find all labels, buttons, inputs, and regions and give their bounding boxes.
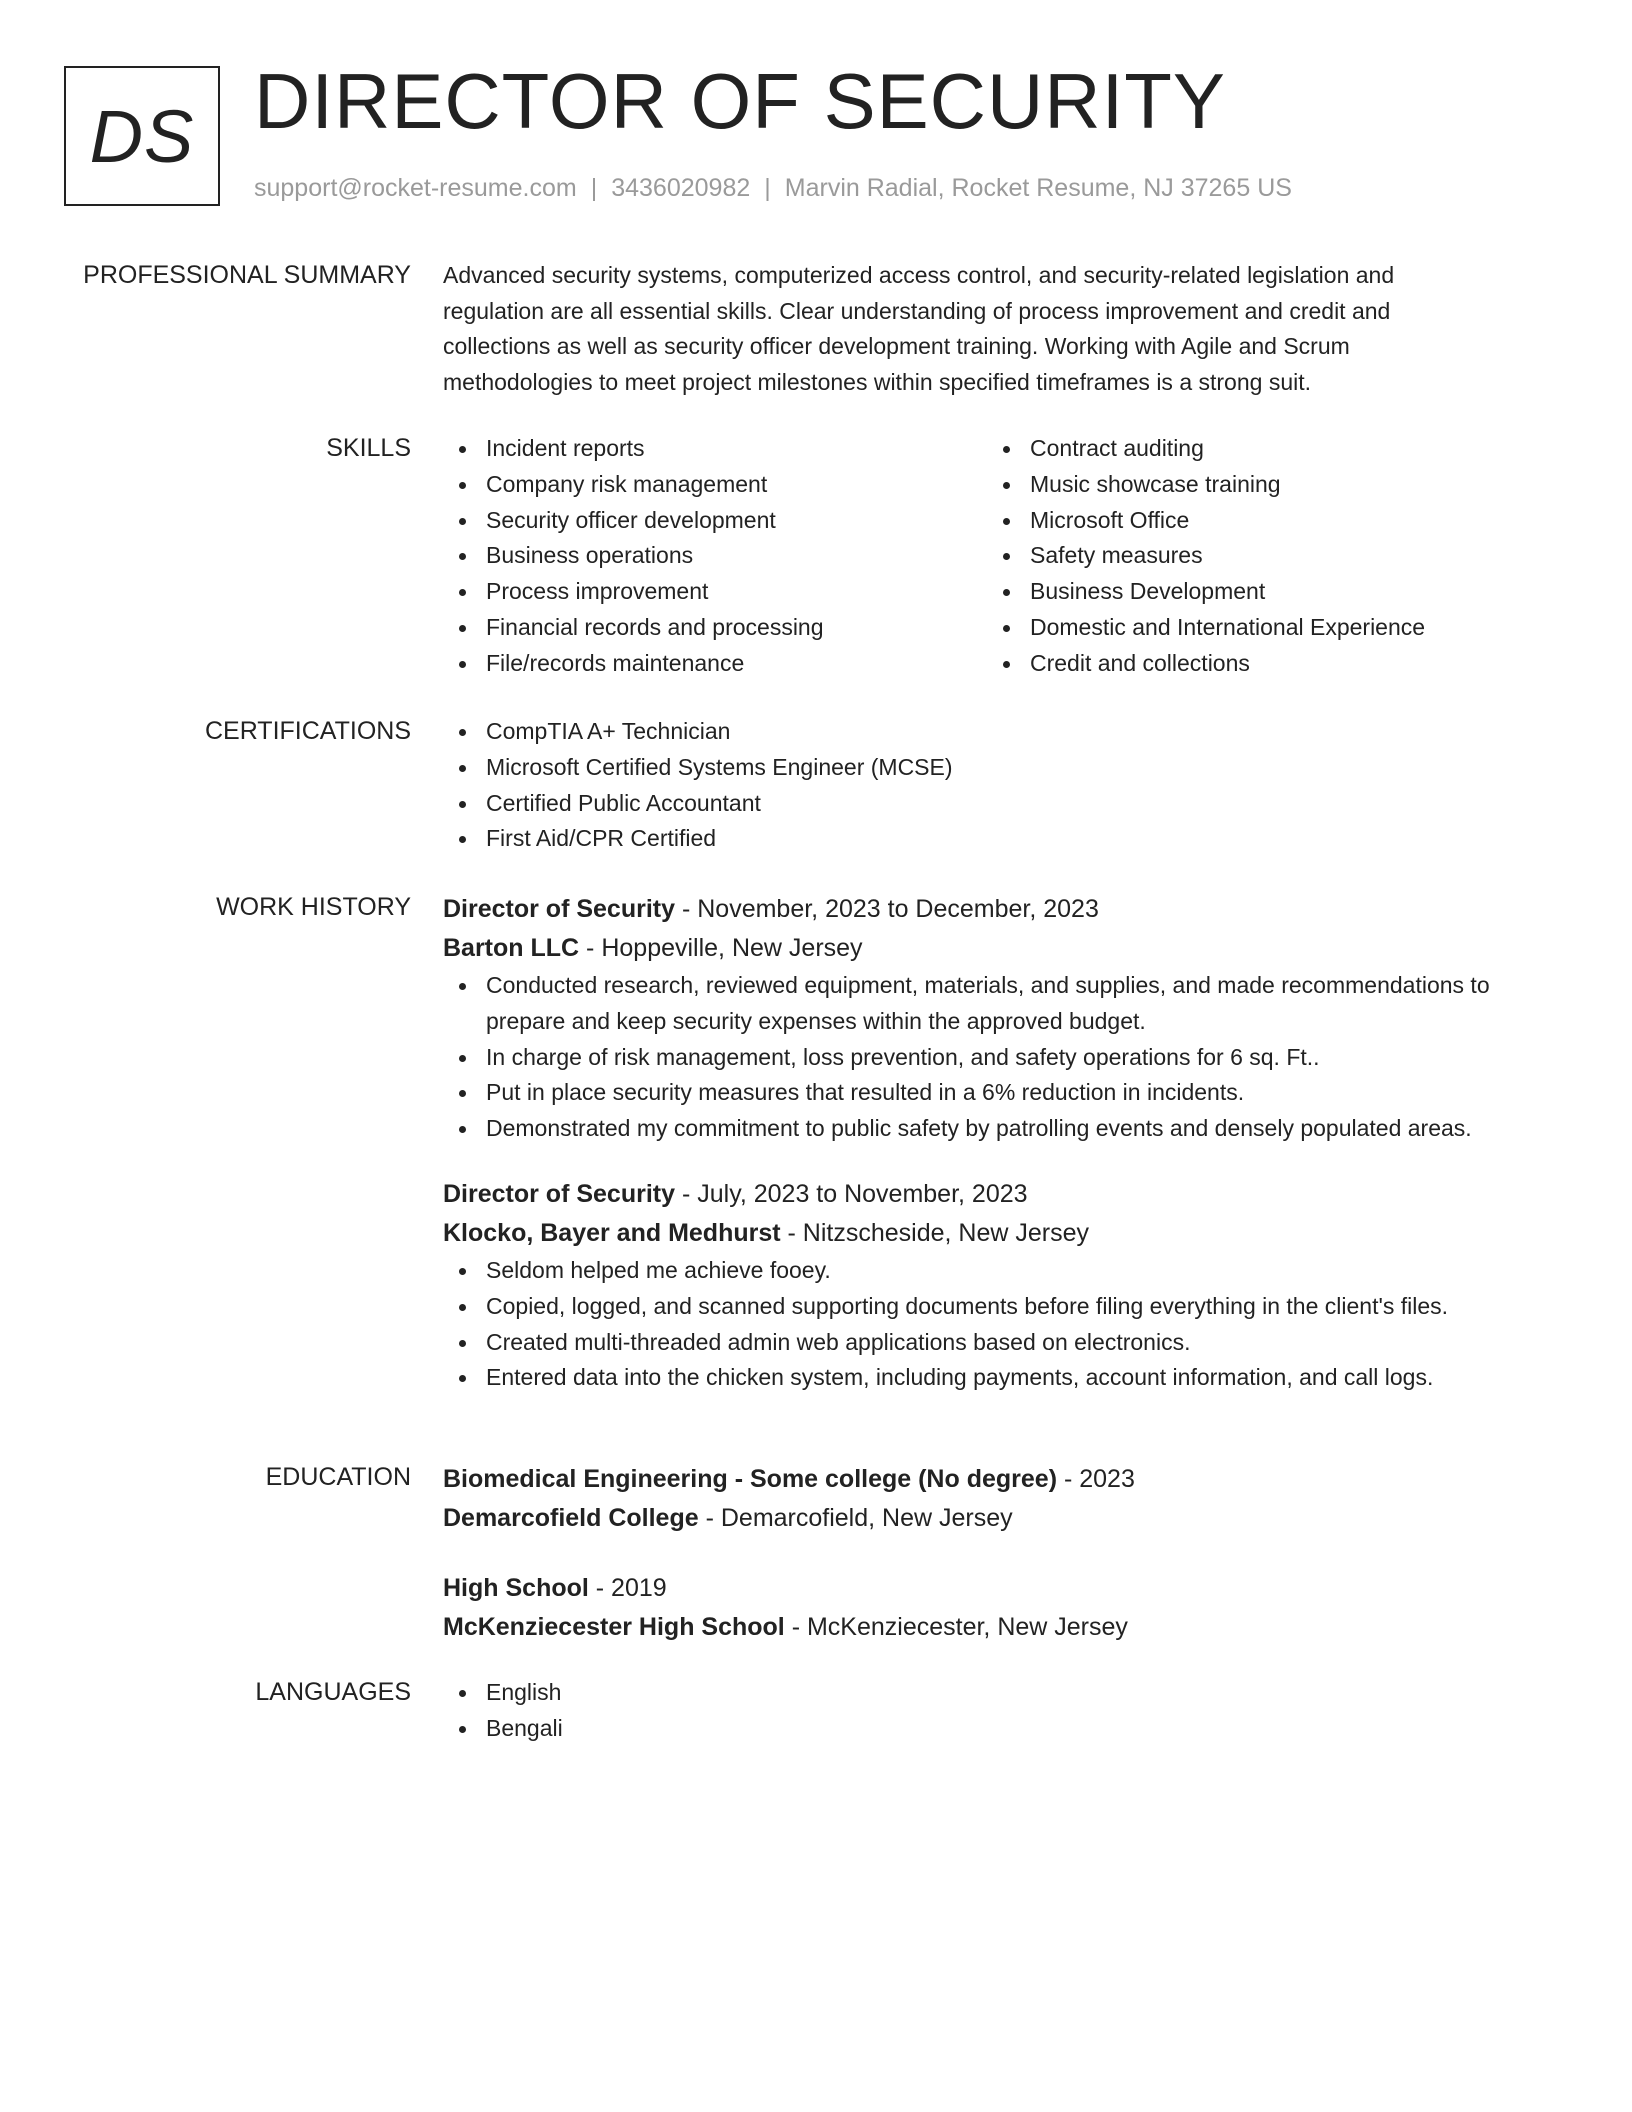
work-history-body <box>443 890 1563 1396</box>
certification-item: Microsoft Certified Systems Engineer (MCSE) <box>443 750 1563 786</box>
skill-item: Microsoft Office <box>987 503 1527 539</box>
language-item: English <box>443 1675 1563 1711</box>
skill-item: Process improvement <box>443 574 983 610</box>
certifications-body <box>443 714 1563 857</box>
skill-item: Music showcase training <box>987 467 1527 503</box>
section-title-languages: LANGUAGES <box>255 1678 411 1706</box>
job-bullet: Put in place security measures that resulted in a 6% reduction in incidents. <box>443 1075 1566 1111</box>
section-title-summary: PROFESSIONAL SUMMARY <box>83 261 411 289</box>
language-item: Bengali <box>443 1711 1563 1747</box>
education-year: - 2023 <box>1057 1465 1135 1493</box>
summary-line: Advanced security systems, computerized access control, and security-related legislation and <box>443 262 1395 288</box>
contact-email: support@rocket-resume.com <box>254 174 577 202</box>
skill-item: Incident reports <box>443 431 983 467</box>
job-bullet: Seldom helped me achieve fooey. <box>443 1253 1566 1289</box>
section-title-certifications: CERTIFICATIONS <box>204 717 411 745</box>
job-location: - Hoppeville, New Jersey <box>579 934 863 962</box>
skills-list-right <box>987 431 1527 682</box>
skills-body <box>443 431 1563 691</box>
education-year: - 2019 <box>588 1574 667 1602</box>
summary-text <box>443 258 1483 400</box>
job-role: Director of Security <box>443 895 676 923</box>
job-company-line <box>443 1214 1563 1253</box>
skill-item: Business operations <box>443 538 983 574</box>
certification-item: Certified Public Accountant <box>443 786 1563 822</box>
section-title-work-history: WORK HISTORY <box>216 893 411 921</box>
contact-phone: 3436020982 <box>611 174 751 202</box>
contact-address: Marvin Radial, Rocket Resume, NJ 37265 US <box>784 174 1292 202</box>
job-bullet: Created multi-threaded admin web applications based on electronics. <box>443 1325 1566 1361</box>
summary-line: collections as well as security officer development training. Working with Agile and Scrum <box>443 333 1350 359</box>
section-title-education: EDUCATION <box>265 1463 411 1491</box>
summary-line: methodologies to meet project milestones within specified timeframes is a strong suit. <box>443 368 1312 395</box>
page-title: DIRECTOR OF SECURITY <box>254 57 1226 145</box>
job-location: - Nitzscheside, New Jersey <box>780 1218 1090 1247</box>
job-entry <box>443 1175 1563 1396</box>
monogram-badge: DS <box>64 66 220 206</box>
education-degree: High School <box>443 1574 589 1602</box>
section-title-skills: SKILLS <box>326 434 411 462</box>
summary-line: regulation are all essential skills. Clear understanding of process improvement and credit and <box>443 297 1391 324</box>
education-degree-line <box>443 1569 1563 1608</box>
job-company-line <box>443 929 1563 968</box>
skill-item: File/records maintenance <box>443 646 983 682</box>
job-bullet: Conducted research, reviewed equipment, materials, and supplies, and made recommendations to prepare and keep security expenses within the approved budget. <box>443 968 1566 1040</box>
education-degree-line <box>443 1460 1563 1499</box>
skill-item: Safety measures <box>987 538 1527 574</box>
skill-item: Domestic and International Experience <box>987 610 1527 646</box>
job-bullet: Entered data into the chicken system, including payments, account information, and call logs. <box>443 1360 1566 1396</box>
education-entry <box>443 1569 1563 1647</box>
job-bullet: Demonstrated my commitment to public safety by patrolling events and densely populated areas. <box>443 1111 1566 1147</box>
education-school-line <box>443 1499 1563 1538</box>
job-bullet: Copied, logged, and scanned supporting documents before filing everything in the client's files. <box>443 1289 1566 1325</box>
job-bullet: In charge of risk management, loss prevention, and safety operations for 6 sq. Ft.. <box>443 1040 1566 1076</box>
certifications-list <box>443 714 1563 857</box>
skill-item: Security officer development <box>443 503 983 539</box>
languages-list <box>443 1675 1563 1747</box>
job-bullets <box>443 1253 1563 1396</box>
certification-item: CompTIA A+ Technician <box>443 714 1563 750</box>
education-school: Demarcofield College <box>443 1504 699 1532</box>
job-entry <box>443 890 1563 1147</box>
job-company: Klocko, Bayer and Medhurst <box>443 1218 781 1247</box>
skill-item: Business Development <box>987 574 1527 610</box>
job-dates: - November, 2023 to December, 2023 <box>675 895 1099 923</box>
education-degree: Biomedical Engineering - Some college (No degree) <box>443 1465 1058 1493</box>
job-company: Barton LLC <box>443 934 580 962</box>
education-body <box>443 1460 1563 1647</box>
summary-body <box>443 258 1563 400</box>
education-location: - McKenziecester, New Jersey <box>784 1613 1128 1641</box>
skills-list-left <box>443 431 983 682</box>
education-location: - Demarcofield, New Jersey <box>698 1504 1013 1532</box>
education-school: McKenziecester High School <box>443 1613 785 1641</box>
skill-item: Contract auditing <box>987 431 1527 467</box>
contact-line <box>254 172 1292 204</box>
job-bullets <box>443 968 1563 1147</box>
languages-body <box>443 1675 1563 1747</box>
contact-separator: | <box>764 174 771 202</box>
education-school-line <box>443 1608 1563 1647</box>
skill-item: Credit and collections <box>987 646 1527 682</box>
contact-separator: | <box>590 174 598 202</box>
job-role: Director of Security <box>443 1179 676 1208</box>
job-title-line <box>443 1175 1563 1214</box>
skill-item: Company risk management <box>443 467 983 503</box>
certification-item: First Aid/CPR Certified <box>443 821 1563 857</box>
job-title-line <box>443 890 1563 929</box>
education-entry <box>443 1460 1563 1538</box>
job-dates: - July, 2023 to November, 2023 <box>675 1179 1028 1208</box>
skill-item: Financial records and processing <box>443 610 983 646</box>
